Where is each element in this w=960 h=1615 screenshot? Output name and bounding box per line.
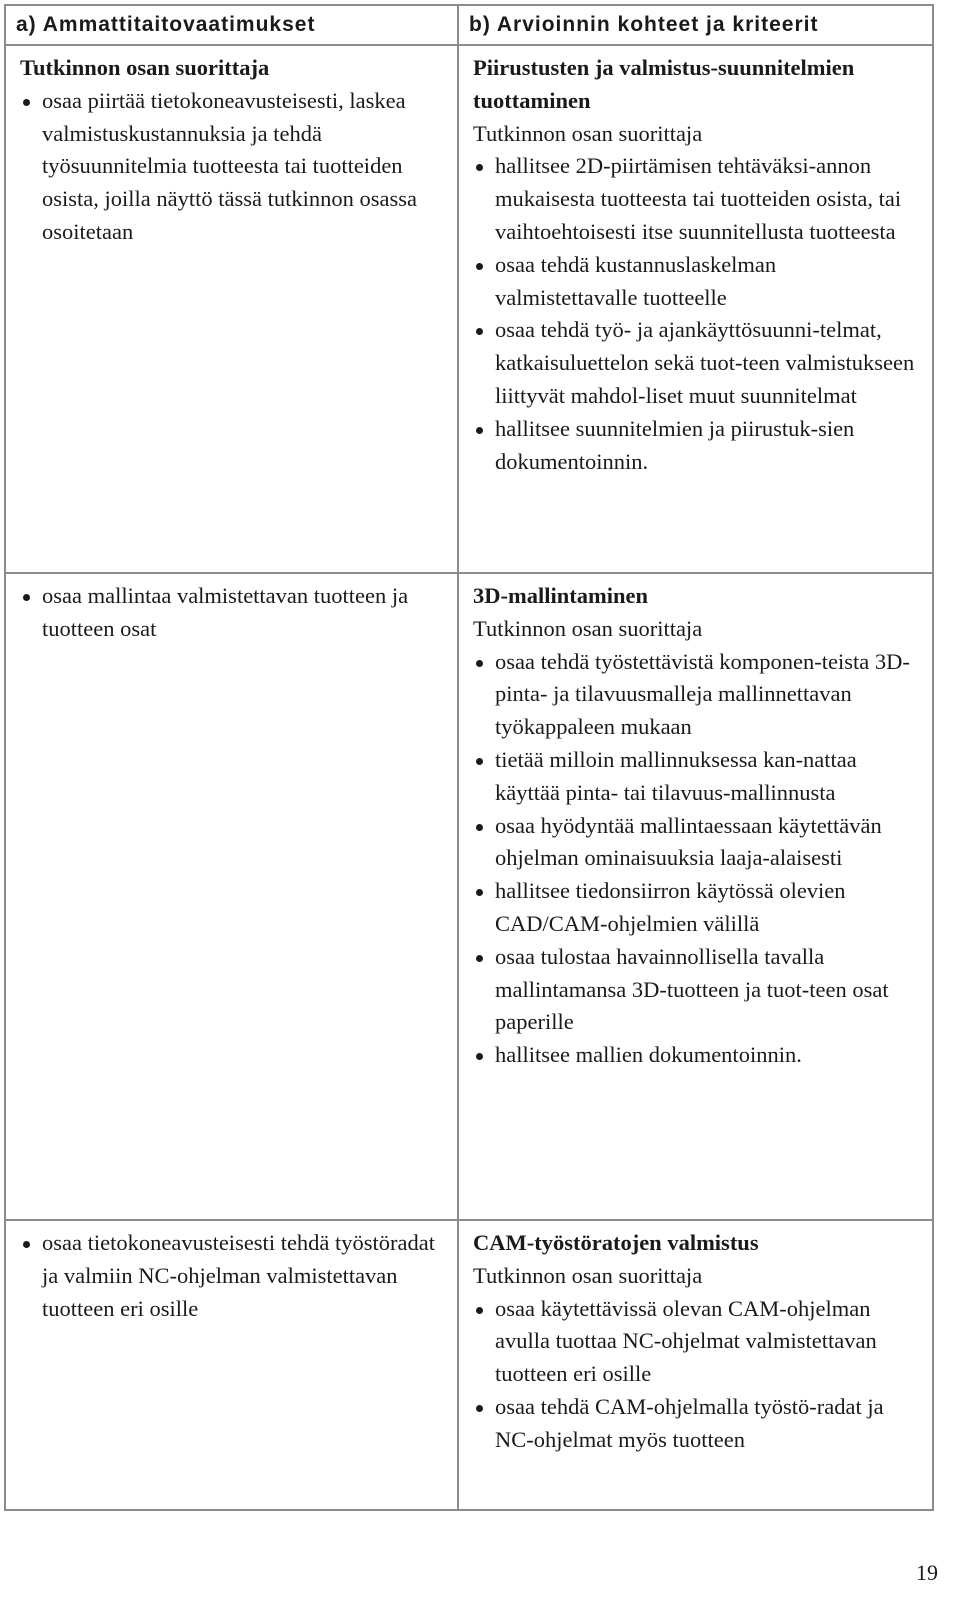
list-item: osaa tietokoneavusteisesti tehdä työstöradat ja valmiin NC-ohjelman valmistettavan tuotteen eri osille [20,1227,445,1325]
section-title: CAM-työstöratojen valmistus [473,1230,759,1255]
table-row [5,1220,933,1510]
list-item: osaa tehdä työ- ja ajankäyttösuunni-telmat, katkaisuluettelon sekä tuot-teen valmistukseen liittyvät mahdol-liset muut suunnitelmat [473,314,920,412]
requirement-list [20,1227,445,1325]
section-intro: Tutkinnon osan suorittaja [473,615,703,641]
section-intro: Tutkinnon osan suorittaja [473,120,703,146]
list-item: osaa hyödyntää mallintaessaan käytettävän ohjelman ominaisuuksia laaja-alaisesti [473,810,920,876]
cell-title: Tutkinnon osan suorittaja [20,55,270,80]
table-row [5,45,933,573]
criteria-cell [458,45,933,573]
criteria-cell [458,573,933,1220]
list-item: osaa tehdä työstettävistä komponen-teista 3D-pinta- ja tilavuusmalleja mallinnettavan työkappaleen mukaan [473,646,920,744]
header-row [5,5,933,45]
requirement-cell [5,573,458,1220]
section-intro: Tutkinnon osan suorittaja [473,1262,703,1288]
list-item: osaa tehdä CAM-ohjelmalla työstö-radat ja NC-ohjelmat myös tuotteen [473,1391,920,1457]
criteria-list [473,1293,920,1457]
requirement-list [20,85,445,249]
criteria-list [473,646,920,1072]
table-row [5,573,933,1220]
criteria-table [4,4,934,1511]
page-number: 19 [916,1560,938,1585]
header-col-a: a) Ammattitaitovaatimukset [5,5,458,45]
list-item: osaa tulostaa havainnollisella tavalla mallintamansa 3D-tuotteen ja tuot-teen osat paperille [473,941,920,1039]
list-item: hallitsee tiedonsiirron käytössä olevien CAD/CAM-ohjelmien välillä [473,875,920,941]
requirement-cell [5,1220,458,1510]
list-item: osaa mallintaa valmistettavan tuotteen ja tuotteen osat [20,580,445,646]
list-item: hallitsee mallien dokumentoinnin. [473,1039,920,1072]
criteria-list [473,150,920,478]
list-item: osaa käytettävissä olevan CAM-ohjelman avulla tuottaa NC-ohjelmat valmistettavan tuotteen eri osille [473,1293,920,1391]
section-title: 3D-mallintaminen [473,583,649,608]
list-item: tietää milloin mallinnuksessa kan-nattaa käyttää pinta- tai tilavuus-mallinnusta [473,744,920,810]
list-item: hallitsee suunnitelmien ja piirustuk-sien dokumentoinnin. [473,413,920,479]
list-item: osaa piirtää tietokoneavusteisesti, laskea valmistuskustannuksia ja tehdä työsuunnitelmia tuotteesta tai tuotteiden osista, joilla näyttö tässä tutkinnon osassa osoitetaan [20,85,445,249]
requirement-cell [5,45,458,573]
list-item: osaa tehdä kustannuslaskelman valmistettavalle tuotteelle [473,249,920,315]
requirement-list [20,580,445,646]
list-item: hallitsee 2D-piirtämisen tehtäväksi-annon mukaisesta tuotteesta tai tuotteiden osista, tai vaihtoehtoisesti itse suunnitellusta tuotteesta [473,150,920,248]
header-col-b: b) Arvioinnin kohteet ja kriteerit [458,5,933,45]
section-title: Piirustusten ja valmistus-suunnitelmien tuottaminen [473,55,855,113]
criteria-cell [458,1220,933,1510]
